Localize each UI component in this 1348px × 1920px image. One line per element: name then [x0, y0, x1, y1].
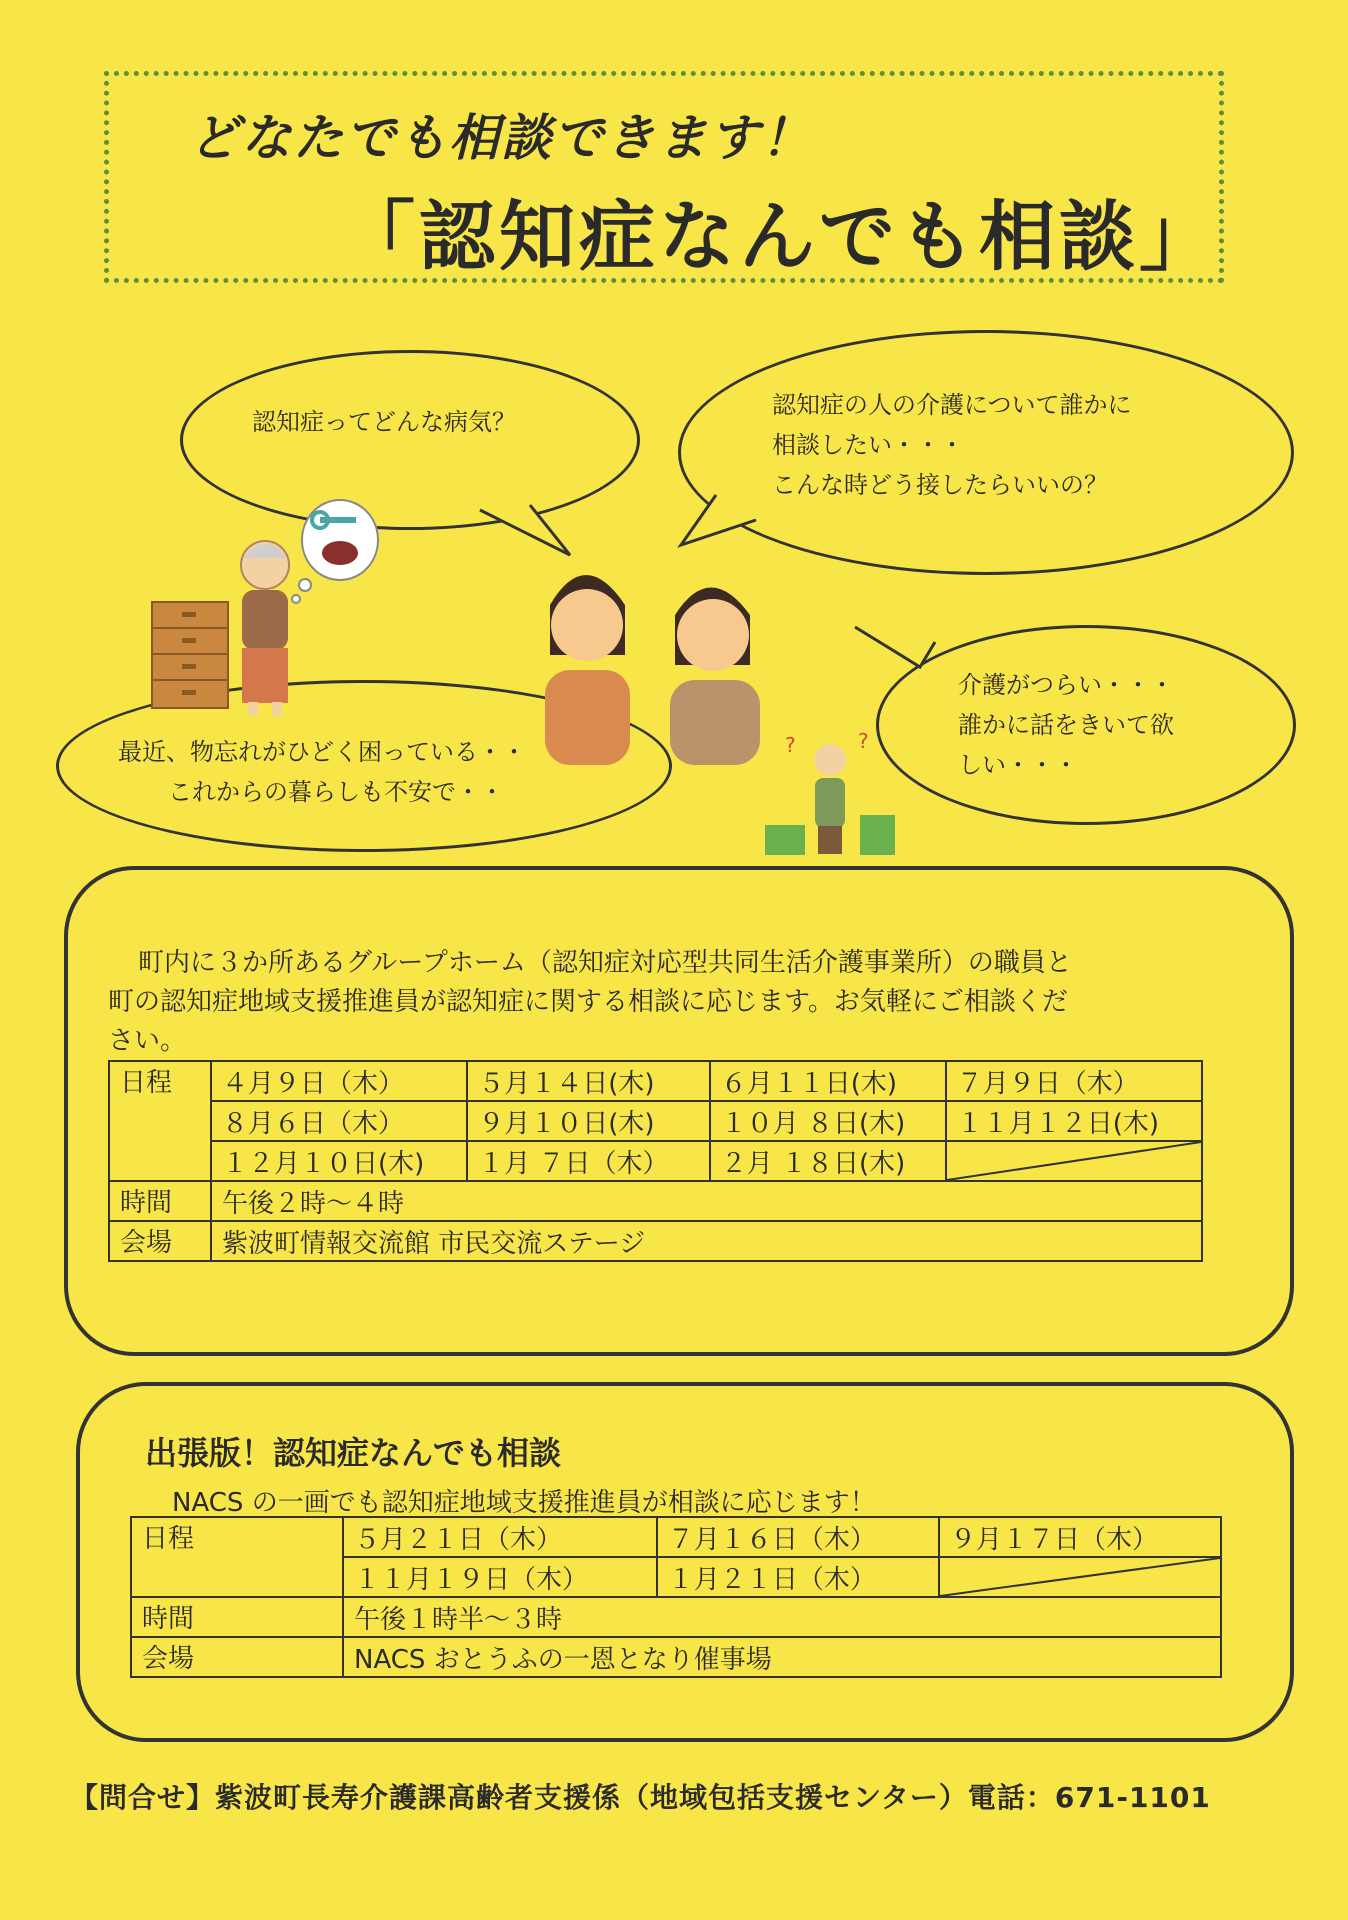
- schedule-table: [108, 1060, 1203, 1262]
- date-cell: １月 ７日（木）: [467, 1141, 710, 1181]
- date-cell: ７月９日（木）: [946, 1061, 1202, 1101]
- time-value: 午後２時～４時: [211, 1181, 1202, 1221]
- bubble-1-text: 認知症ってどんな病気？: [252, 408, 516, 436]
- contact-info: 【問合せ】紫波町長寿介護課高齢者支援係（地域包括支援センター）電話：671-1101: [70, 1781, 1211, 1814]
- bubble-3-text: 最近、物忘れがひどく困っている・・ これからの暮らしも不安で・・: [118, 738, 526, 806]
- date-cell: ２月 １８日(木): [710, 1141, 946, 1181]
- page-title: 「認知症なんでも相談」: [339, 192, 1219, 281]
- dresser-illustration: [150, 600, 230, 710]
- date-cell: １０月 ８日(木): [710, 1101, 946, 1141]
- date-cell: ６月１１日(木): [710, 1061, 946, 1101]
- outreach-title: 出張版！認知症なんでも相談: [145, 1434, 562, 1472]
- bubble-tail-2: [676, 490, 776, 550]
- date-cell: １月２１日（木）: [657, 1557, 939, 1597]
- intro-text: 町内に３か所あるグループホーム（認知症対応型共同生活介護事業所）の職員と 町の認知症地域支援推進員が認知症に関する相談に応じます。お気軽にご相談くだ さい。: [108, 948, 1072, 1056]
- bubble-2-text: 認知症の人の介護について誰かに 相談したい・・・ こんな時どう接したらいいの？: [772, 391, 1132, 499]
- date-cell: １１月１２日(木): [946, 1101, 1202, 1141]
- date-cell: ８月６日（木）: [211, 1101, 467, 1141]
- venue-label: 会場: [131, 1637, 343, 1677]
- svg-text:?: ?: [858, 730, 869, 753]
- date-cell: ９月１０日(木): [467, 1101, 710, 1141]
- schedule-label: 日程: [131, 1517, 343, 1597]
- outreach-schedule-table: [130, 1516, 1222, 1678]
- schedule-label: 日程: [109, 1061, 211, 1181]
- time-label: 時間: [131, 1597, 343, 1637]
- bubble-4-text: 介護がつらい・・・ 誰かに話をきいて欲 しい・・・: [958, 671, 1174, 779]
- date-cell: １１月１９日（木）: [343, 1557, 657, 1597]
- confused-elder-town-illustration: [760, 730, 900, 860]
- thought-bubble-keys-illustration: [290, 495, 380, 605]
- venue-value: 紫波町情報交流館 市民交流ステージ: [211, 1221, 1202, 1261]
- subtitle: どなたでも相談できます！: [189, 109, 813, 167]
- date-cell: ４月９日（木）: [211, 1061, 467, 1101]
- two-women-illustration: [525, 545, 785, 765]
- venue-label: 会場: [109, 1221, 211, 1261]
- header-box: [104, 71, 1224, 283]
- svg-text:?: ?: [785, 733, 796, 757]
- outreach-lead: NACS の一画でも認知症地域支援推進員が相談に応じます！: [172, 1488, 876, 1518]
- time-label: 時間: [109, 1181, 211, 1221]
- date-cell: ７月１６日（木）: [657, 1517, 939, 1557]
- date-cell: ５月１４日(木): [467, 1061, 710, 1101]
- date-cell: １２月１０日(木): [211, 1141, 467, 1181]
- time-value: 午後１時半～３時: [343, 1597, 1221, 1637]
- empty-date-cell: [946, 1141, 1202, 1181]
- venue-value: NACS おとうふの一恩となり催事場: [343, 1637, 1221, 1677]
- bubble-tail-4: [850, 622, 940, 682]
- empty-date-cell: [939, 1557, 1221, 1597]
- date-cell: ５月２１日（木）: [343, 1517, 657, 1557]
- date-cell: ９月１７日（木）: [939, 1517, 1221, 1557]
